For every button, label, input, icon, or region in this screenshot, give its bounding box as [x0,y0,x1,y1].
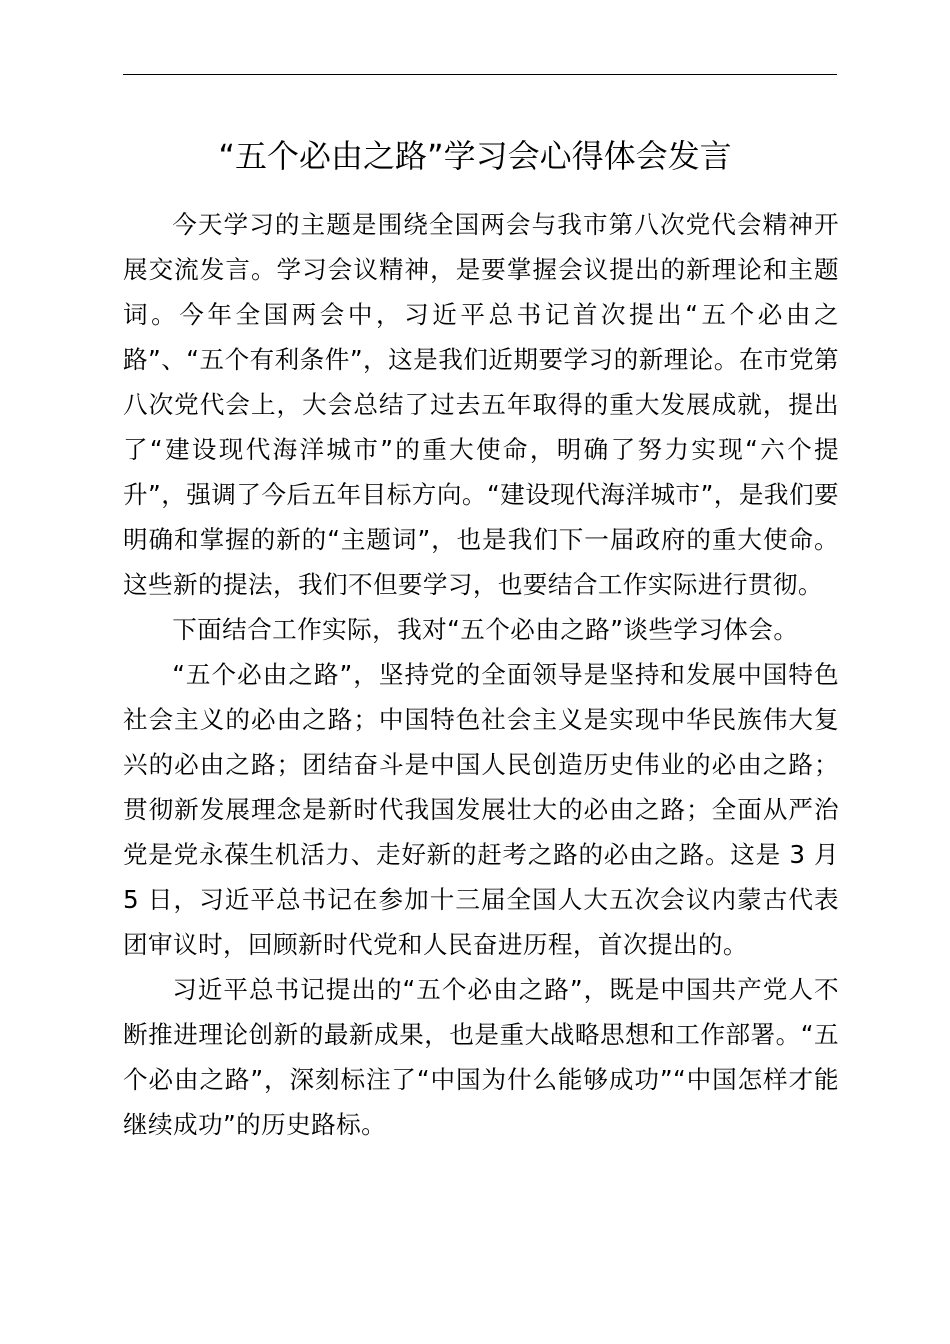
paragraph-transition: 下面结合工作实际，我对“五个必由之路”谈些学习体会。 [172,615,799,644]
header-rule [123,74,837,75]
document-body [123,202,839,1147]
paragraph-five-paths: “五个必由之路”，坚持党的全面领导是坚持和发展中国特色社会主义的必由之路；中国特色社会主义是实现中华民族伟大复兴的必由之路；团结奋斗是中国人民创造历史伟业的必由之路；贯彻新发展理念是新时代我国发展壮大的必由之路；全面从严治党是党永葆生机活力、走好新的赶考之路的必由之路。这是 3 月 5 日，习近平总书记在参加十三届全国人大五次会议内蒙古代表团审议时，回顾新时代党和人民奋进历程，首次提出的。 [123,660,839,959]
paragraph-intro: 今天学习的主题是围绕全国两会与我市第八次党代会精神开展交流发言。学习会议精神，是要掌握会议提出的新理论和主题词。今年全国两会中，习近平总书记首次提出“五个必由之路”、“五个有利条件”，这是我们近期要学习的新理论。在市党第八次党代会上，大会总结了过去五年取得的重大发展成就，提出了“建设现代海洋城市”的重大使命，明确了努力实现“六个提升”，强调了今后五年目标方向。“建设现代海洋城市”，是我们要明确和掌握的新的“主题词”，也是我们下一届政府的重大使命。这些新的提法，我们不但要学习，也要结合工作实际进行贯彻。 [123,210,839,599]
document-title: “五个必由之路”学习会心得体会发言 [218,137,732,175]
paragraph-significance: 习近平总书记提出的“五个必由之路”，既是中国共产党人不断推进理论创新的最新成果，也是重大战略思想和工作部署。“五个必由之路”，深刻标注了“中国为什么能够成功”“中国怎样才能继续成功”的历史路标。 [123,975,839,1139]
